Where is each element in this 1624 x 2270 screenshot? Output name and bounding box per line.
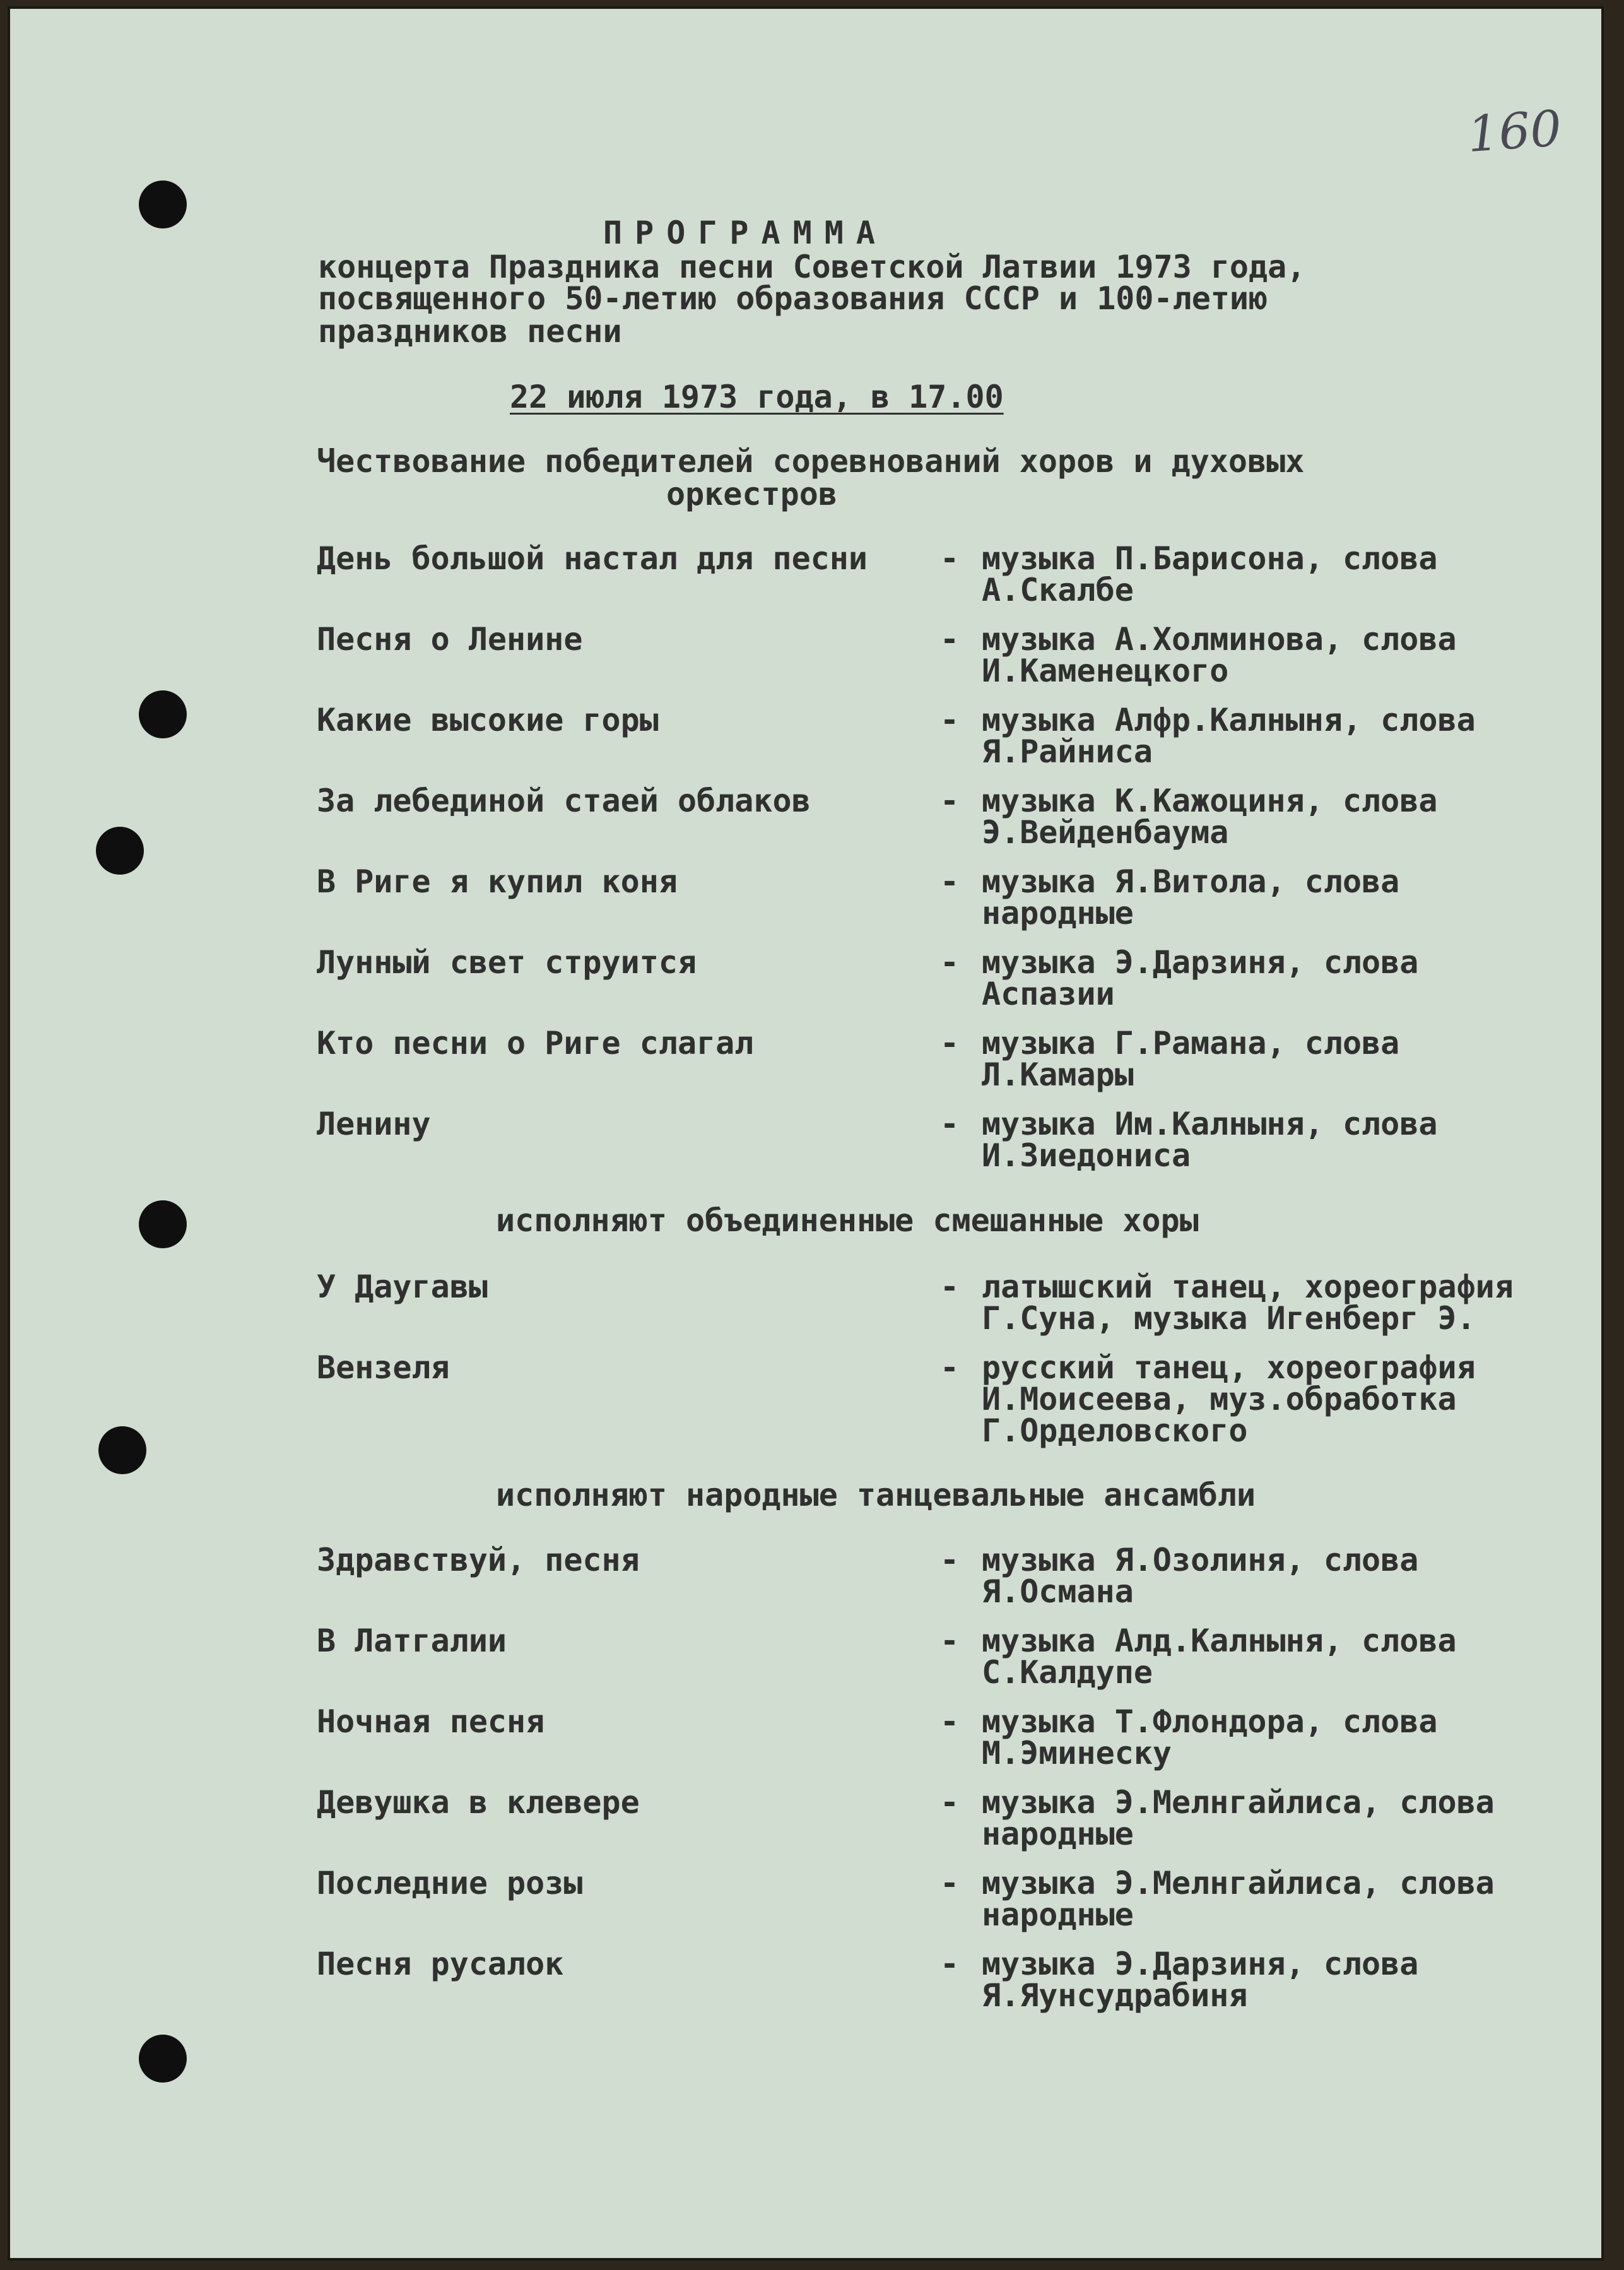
item-title: Ленину <box>317 1106 431 1142</box>
intro-line: оркестров <box>666 476 837 512</box>
item-title: Вензеля <box>317 1349 450 1386</box>
item-title: Какие высокие горы <box>317 702 659 738</box>
punch-hole <box>139 2035 187 2083</box>
credit-line: А.Скалбе <box>982 572 1134 608</box>
credit-line: И.Зиедониса <box>982 1137 1191 1174</box>
item-dash: - <box>940 783 960 819</box>
program-item <box>10 1544 1601 1614</box>
item-dash: - <box>940 540 960 577</box>
item-title: Песня о Ленине <box>317 621 583 658</box>
item-dash: - <box>940 1349 960 1386</box>
item-title: В Латгалии <box>317 1623 507 1659</box>
item-dash: - <box>940 1542 960 1578</box>
program-item <box>10 1108 1601 1178</box>
item-credit <box>982 621 1457 689</box>
credit-line: музыка Я.Озолиня, слова <box>982 1542 1419 1578</box>
credit-line: музыка Алфр.Калныня, слова <box>982 702 1476 738</box>
item-credit <box>982 783 1438 851</box>
credit-line: Я.Яунсудрабиня <box>982 1977 1248 2014</box>
credit-line: народные <box>982 1896 1134 1933</box>
punch-hole <box>139 1200 187 1248</box>
item-dash: - <box>940 1946 960 1982</box>
item-title: Девушка в клевере <box>317 1784 640 1821</box>
item-dash: - <box>940 1025 960 1061</box>
item-title: Последние розы <box>317 1865 583 1901</box>
credit-line: народные <box>982 1816 1134 1852</box>
program-item <box>10 540 1601 612</box>
program-item <box>10 704 1601 774</box>
credit-line: народные <box>982 895 1134 931</box>
item-dash: - <box>940 1268 960 1305</box>
program-item <box>10 1349 1601 1449</box>
item-dash: - <box>940 863 960 900</box>
program-item <box>10 785 1601 854</box>
credit-line: М.Эминеску <box>982 1735 1172 1771</box>
item-credit <box>982 1268 1514 1337</box>
item-credit <box>982 1349 1476 1449</box>
item-dash: - <box>940 702 960 738</box>
page-title: ПРОГРАММА <box>603 215 888 251</box>
program-item <box>10 1268 1601 1340</box>
program-item <box>10 1703 1601 1775</box>
item-dash: - <box>940 621 960 658</box>
program-item <box>10 1948 1601 2018</box>
credit-line: музыка П.Барисона, слова <box>982 540 1438 577</box>
item-credit <box>982 863 1400 931</box>
item-title: Песня русалок <box>317 1946 564 1982</box>
document-page <box>8 6 1604 2261</box>
credit-line: Э.Вейденбаума <box>982 814 1229 851</box>
intro-line: Чествование победителей соревнований хоров и духовых <box>317 443 1305 480</box>
item-title: Лунный свет струится <box>317 944 697 981</box>
item-credit <box>982 540 1438 608</box>
punch-hole <box>98 1426 146 1474</box>
credit-line: музыка К.Кажоциня, слова <box>982 783 1438 819</box>
subtitle-line: праздников песни <box>318 313 622 350</box>
credit-line: И.Моисеева, муз.обработка <box>982 1381 1457 1417</box>
section-heading: исполняют народные танцевальные ансамбли <box>496 1477 1256 1513</box>
item-credit <box>982 1106 1438 1174</box>
credit-line: Г.Орделовского <box>982 1412 1248 1449</box>
credit-line: музыка Алд.Калныня, слова <box>982 1623 1457 1659</box>
item-title: День большой настал для песни <box>317 540 868 577</box>
credit-line: музыка А.Холминова, слова <box>982 621 1457 658</box>
credit-line: музыка Я.Витола, слова <box>982 863 1400 900</box>
item-dash: - <box>940 1784 960 1821</box>
credit-line: русский танец, хореография <box>982 1349 1476 1386</box>
item-credit <box>982 1542 1419 1610</box>
credit-line: латышский танец, хореография <box>982 1268 1514 1305</box>
folio-number: 160 <box>1466 100 1563 164</box>
credit-line: Я.Османа <box>982 1573 1134 1610</box>
item-credit <box>982 702 1476 770</box>
program-item <box>10 944 1601 1016</box>
credit-line: музыка Э.Дарзиня, слова <box>982 944 1419 981</box>
item-title: Здравствуй, песня <box>317 1542 640 1578</box>
credit-line: Я.Райниса <box>982 733 1153 770</box>
section-heading: исполняют объединенные смешанные хоры <box>496 1202 1199 1239</box>
subtitle-line: посвященного 50-летию образования СССР и 100-летию <box>318 280 1268 317</box>
credit-line: Г.Суна, музыка Игенберг Э. <box>982 1300 1476 1337</box>
program-item <box>10 1867 1601 1937</box>
item-title: У Даугавы <box>317 1268 488 1305</box>
concert-date: 22 июля 1973 года, в 17.00 <box>510 379 1004 415</box>
credit-line: С.Калдупе <box>982 1654 1153 1691</box>
program-item <box>10 1027 1601 1097</box>
item-title: За лебединой стаей облаков <box>317 783 811 819</box>
item-dash: - <box>940 1623 960 1659</box>
program-item <box>10 1784 1601 1856</box>
credit-line: музыка Им.Калныня, слова <box>982 1106 1438 1142</box>
credit-line: Л.Камары <box>982 1056 1134 1093</box>
credit-line: И.Каменецкого <box>982 653 1229 689</box>
credit-line: музыка Э.Мелнгайлиса, слова <box>982 1865 1495 1901</box>
credit-line: музыка Э.Дарзиня, слова <box>982 1946 1419 1982</box>
item-credit <box>982 1027 1399 1091</box>
item-title: Кто песни о Риге слагал <box>317 1025 754 1061</box>
item-credit <box>982 1865 1495 1933</box>
item-dash: - <box>940 944 960 981</box>
credit-line: Аспазии <box>982 976 1115 1012</box>
program-item <box>10 863 1601 935</box>
item-dash: - <box>940 1703 960 1740</box>
item-credit <box>982 1784 1495 1852</box>
item-dash: - <box>940 1106 960 1142</box>
program-item <box>10 621 1601 693</box>
item-credit <box>982 1623 1457 1691</box>
program-item <box>10 1625 1601 1694</box>
credit-line: музыка Т.Флондора, слова <box>982 1703 1438 1740</box>
item-title: В Риге я купил коня <box>317 863 678 900</box>
item-credit <box>982 944 1419 1012</box>
item-credit <box>982 1703 1438 1771</box>
subtitle-line: концерта Праздника песни Советской Латвии 1973 года, <box>318 249 1306 285</box>
item-title: Ночная песня <box>317 1703 545 1740</box>
item-credit <box>982 1946 1419 2014</box>
item-dash: - <box>940 1865 960 1901</box>
credit-line: музыка Э.Мелнгайлиса, слова <box>982 1784 1495 1821</box>
credit-line: музыка Г.Рамана, слова <box>982 1025 1400 1061</box>
